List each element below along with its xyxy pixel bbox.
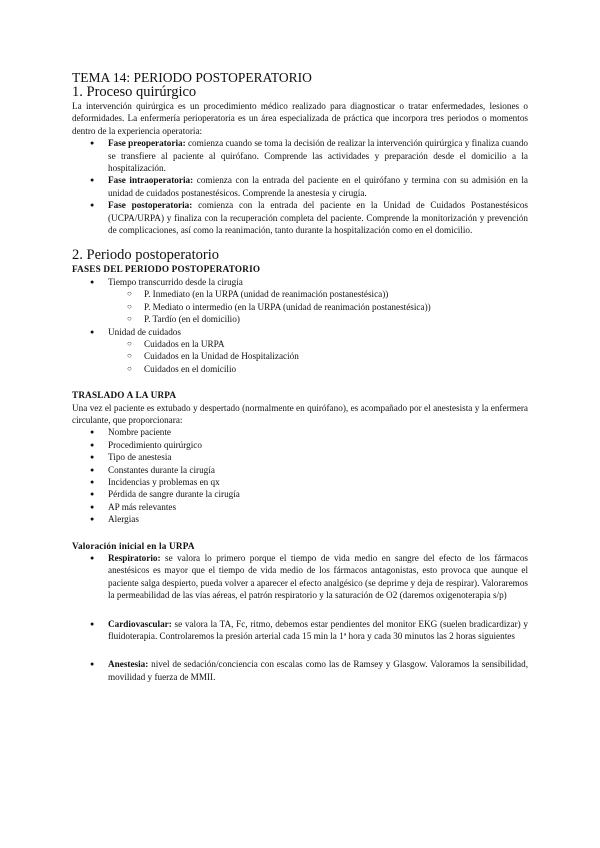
phase-label: Fase intraoperatoria: [108, 175, 194, 186]
list-item: ● Pérdida de sangre durante la cirugía [72, 488, 528, 500]
list-item-cardiovascular [72, 618, 528, 643]
valoracion-label: Anestesia: [108, 659, 149, 670]
unidad-sublist [72, 338, 528, 375]
list-item-unidad [72, 326, 528, 376]
sublist-item: ○ P. Mediato o intermedio (en la URPA (unidad de reanimación postanestésica)) [72, 301, 528, 313]
list-item-fase-intraoperatoria [72, 174, 528, 199]
list-item-label: Tiempo transcurrido desde la cirugía [108, 276, 243, 287]
valoracion-text: nivel de sedación/conciencia con escalas como las de Ramsey y Glasgow. Valoramos la sensibilidad, movilidad y fuerza de MMII. [108, 659, 528, 682]
section1-intro: La intervención quirúrgica es un procedimiento médico realizado para diagnosticar o tratar enfermedades, lesiones o deformidades. La enfermería perioperatoria es un área especializada de práctica que incorpora tres periodos o momentos dentro de la experiencia operatoria: [72, 101, 528, 136]
list-item: ● Nombre paciente [72, 426, 528, 438]
list-item-tiempo [72, 276, 528, 326]
sublist-item: ○ P. Tardío (en el domicilio) [72, 313, 528, 325]
phase-label: Fase postoperatoria: [108, 200, 193, 211]
list-item: ● Incidencias y problemas en qx [72, 476, 528, 488]
list-item-respiratorio [72, 552, 528, 602]
subheading-valoracion: Valoración inicial en la URPA [72, 540, 195, 551]
traslado-list [72, 426, 528, 525]
sublist-item: ○ P. Inmediato (en la URPA (unidad de reanimación postanestésica)) [72, 288, 528, 300]
list-item: ● Alergias [72, 513, 528, 525]
list-item: ● Procedimiento quirúrgico [72, 439, 528, 451]
list-item-fase-preoperatoria [72, 137, 528, 174]
traslado-intro: Una vez el paciente es extubado y despertado (normalmente en quirófano), es acompañado por el anestesista y la enfermera circulante, que proporcionara: [72, 402, 528, 425]
section-heading-proceso-quirurgico: 1. Proceso quirúrgico [72, 84, 197, 100]
phases-list [72, 137, 528, 236]
sublist-item: ○ Cuidados en el domicilio [72, 363, 528, 375]
valoracion-label: Respiratorio: [108, 553, 161, 563]
list-item-anestesia [72, 658, 528, 683]
document-content [72, 70, 528, 683]
list-item-fase-postoperatoria [72, 199, 528, 236]
phase-text: comienza cuando se toma la decisión de realizar la intervención quirúrgica y finaliza cuando se transfiere al paciente al quirófano. Comprende las actividades y preparación desde el domicilio a la hospitalización. [108, 138, 529, 174]
valoracion-list [72, 552, 528, 683]
phase-text: comienza con la entrada del paciente en el quirófano y termina con su admisión en la unidad de cuidados postanestésicos. Comprende la anestesia y cirugía. [108, 175, 528, 198]
list-item-label: Unidad de cuidados [108, 326, 181, 337]
list-item: ● Tipo de anestesia [72, 451, 528, 463]
valoracion-text: se valora lo primero porque el tiempo de vida medio en sangre del efecto de los fármacos anestésicos es mayor que el tiempo de vida medio de los fármacos antagonistas, esto provoca que aunque el paciente salga despierto, pueda volver a aparecer el efecto analgésico (se deprime y deja de respirar). Valoraremos la permeabilidad de las vías aéreas, el patrón respiratorio y la saturación de O2 (daremos oxigenoterapia s/p) [108, 553, 528, 601]
section-heading-periodo-postoperatorio: 2. Periodo postoperatorio [72, 247, 219, 264]
valoracion-label: Cardiovascular: [108, 618, 172, 629]
phase-text: comienza con la entrada del paciente en la Unidad de Cuidados Postanestésicos (UCPA/URPA) y finaliza con la recuperación completa del paciente. Comprende la monitorización y prevención de complicaciones, así como la reanimación, tanto durante la hospitalización como en el domicilio. [108, 200, 528, 236]
subheading-fases: FASES DEL PERIODO POSTOPERATORIO [72, 264, 261, 275]
phase-label: Fase preoperatoria: [108, 138, 186, 149]
document-title: TEMA 14: PERIODO POSTOPERATORIO [72, 70, 312, 85]
valoracion-text: se valora la TA, Fc, ritmo, debemos estar pendientes del monitor EKG (suelen bradicardizar) y fluidoterapia. Controlaremos la presión arterial cada 15 min la 1ª hora y cada 30 minutos las 2 horas siguientes [108, 618, 528, 642]
list-item: ● Constantes durante la cirugía [72, 464, 528, 476]
tiempo-sublist [72, 288, 528, 325]
subheading-traslado: TRASLADO A LA URPA [72, 390, 177, 401]
sublist-item: ○ Cuidados en la Unidad de Hospitalización [72, 350, 528, 362]
sublist-item: ○ Cuidados en la URPA [72, 338, 528, 350]
list-item: ● AP más relevantes [72, 501, 528, 513]
fases-list [72, 276, 528, 375]
